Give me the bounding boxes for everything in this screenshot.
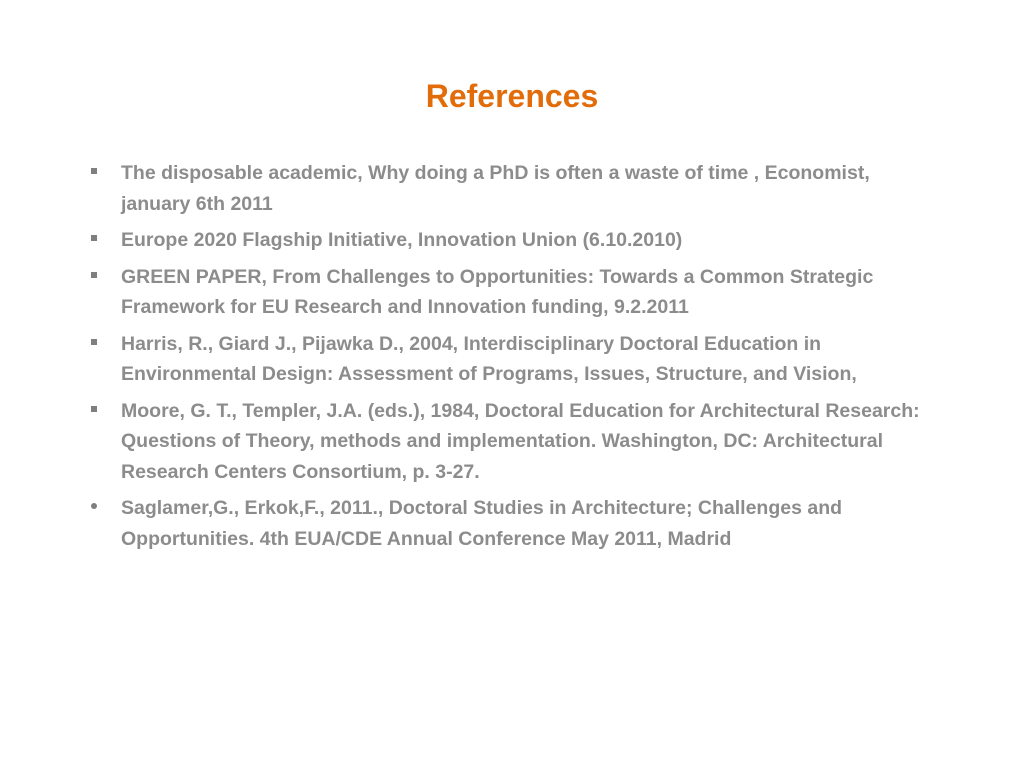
- reference-list: [84, 158, 944, 560]
- reference-item: [84, 225, 944, 256]
- reference-item: [84, 493, 944, 554]
- square-bullet-icon: [84, 225, 104, 256]
- reference-text: The disposable academic, Why doing a PhD is often a waste of time , Economist, january 6th 2011: [121, 162, 870, 215]
- reference-text: Harris, R., Giard J., Pijawka D., 2004, Interdisciplinary Doctoral Education in Environmental Design: Assessment of Programs, Issues, Structure, and Vision,: [121, 332, 857, 385]
- reference-item: [84, 158, 944, 219]
- square-bullet-icon: [84, 396, 104, 427]
- reference-item: [84, 262, 944, 323]
- reference-item: [84, 329, 944, 390]
- reference-text: GREEN PAPER, From Challenges to Opportunities: Towards a Common Strategic Framework for EU Research and Innovation funding, 9.2.2011: [121, 265, 874, 318]
- square-bullet-icon: [84, 262, 104, 293]
- square-bullet-icon: [84, 158, 104, 189]
- reference-text: Saglamer,G., Erkok,F., 2011., Doctoral Studies in Architecture; Challenges and Opportunities. 4th EUA/CDE Annual Conference May 2011, Madrid: [121, 497, 843, 550]
- reference-text: Moore, G. T., Templer, J.A. (eds.), 1984, Doctoral Education for Architectural Research: Questions of Theory, methods and implementation. Washington, DC: Architectural Research Centers Consortium, p. 3-27.: [121, 399, 920, 483]
- square-bullet-icon: [84, 329, 104, 360]
- round-bullet-icon: [84, 493, 104, 524]
- reference-item: [84, 396, 944, 488]
- reference-text: Europe 2020 Flagship Initiative, Innovation Union (6.10.2010): [121, 229, 683, 251]
- slide-title: References: [425, 78, 599, 114]
